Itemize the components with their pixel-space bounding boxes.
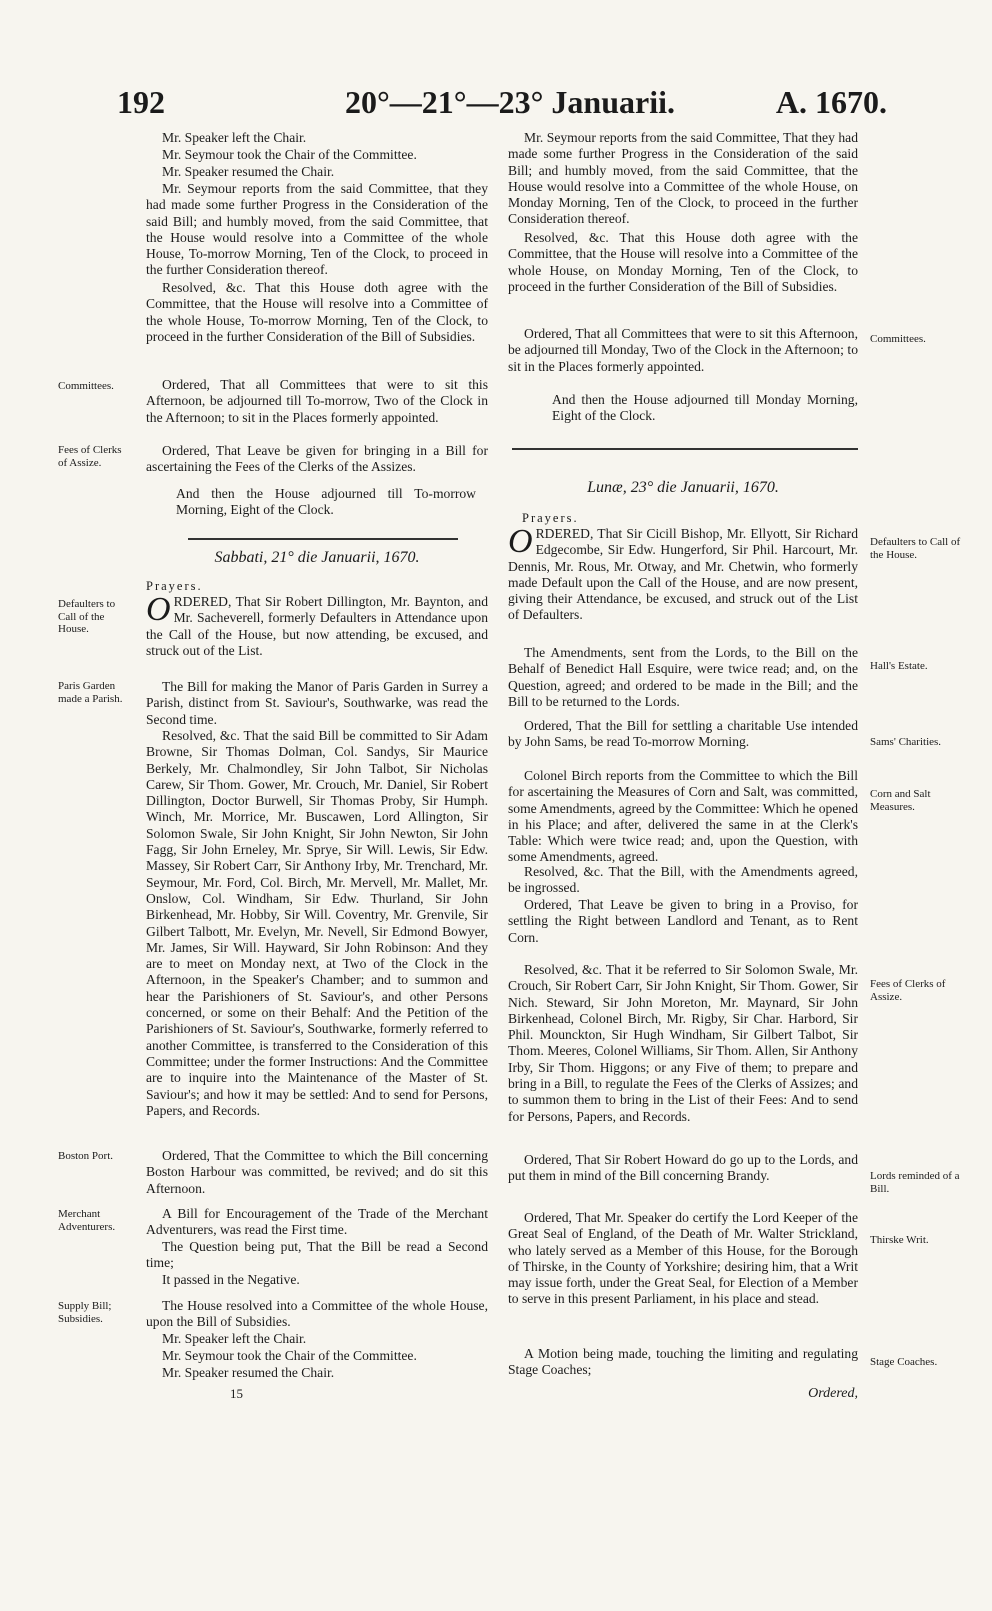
day-heading: Sabbati, 21° die Januarii, 1670. — [214, 549, 420, 566]
paragraph: It passed in the Negative. — [162, 1272, 300, 1287]
adjournment: And then the House adjourned till To-morrow Morning, Eight of the Clock. — [176, 486, 476, 518]
paragraph: O RDERED, That Sir Cicill Bishop, Mr. Ellyott, Sir Richard Edgecombe, Sir Edw. Hungerford, Sir Phil. Harcourt, Mr. Dennis, Mr. Rous, Mr. Otway, and Mr. Chetwin, who formerly made Default upon the Call of the House, and are now present, giving their Attendance, be excused, and struck out of the List of Defaulters. — [508, 523, 858, 623]
paragraph: Resolved, &c. That this House doth agree with the Committee, that the House will resolve into a Committee of the whole House, To-morrow Morning, Ten of the Clock, to proceed in the further Consideration of the Bill of Subsidies. — [146, 280, 488, 344]
header-dates: 20°—21°—23° Januarii. — [345, 84, 675, 120]
paragraph: Ordered, That the Bill for settling a charitable Use intended by John Sams, be read To-morrow Morning. — [508, 718, 858, 750]
margin-note: Committees. — [870, 333, 926, 345]
paragraph: Mr. Speaker resumed the Chair. — [162, 164, 335, 179]
page-number: 192 — [117, 84, 165, 120]
margin-note: Paris Garden made a Parish. — [58, 680, 123, 705]
paragraph: Mr. Seymour took the Chair of the Committee. — [162, 147, 417, 162]
margin-note: Merchant Adventurers. — [58, 1208, 116, 1233]
paragraph: Mr. Seymour reports from the said Committee, that they had made some further Progress in the Consideration of the said Bill; and humbly moved, from the said Committee, that the House would resolve into a Committee of the whole House, To-morrow Morning, Ten of the Clock, to proceed in the further Consideration thereof. — [146, 181, 488, 278]
paragraph: The Question being put, That the Bill be read a Second time; — [146, 1239, 488, 1271]
adjournment: And then the House adjourned till Monday Morning, Eight of the Clock. — [552, 392, 858, 424]
paragraph: Colonel Birch reports from the Committee to which the Bill for ascertaining the Measures of Corn and Salt, was committed, some Amendments, agreed by the Committee: Which he opened in his Place; and after, delivered the same in at the Clerk's Table: Which were twice read; and, upon the Question, with some Amendments, agreed. — [508, 768, 858, 865]
margin-note: Defaulters to Call of the House. — [870, 536, 961, 561]
paragraph: O RDERED, That Sir Robert Dillington, Mr. Baynton, and Mr. Sacheverell, formerly Defaulters in Attendance upon the Call of the House, but now attending, be excused, and struck out of the List. — [146, 591, 488, 658]
paragraph: Ordered, That all Committees that were to sit this Afternoon, be adjourned till To-morrow, Two of the Clock in the Afternoon; to sit in the Places formerly appointed. — [146, 377, 488, 425]
paragraph: Ordered, That Leave be given for bringing in a Bill for ascertaining the Fees of the Clerks of the Assizes. — [146, 443, 488, 475]
paragraph: Mr. Seymour took the Chair of the Committee. — [162, 1348, 417, 1363]
drop-cap: O — [146, 591, 171, 628]
margin-note: Fees of Clerks of Assize. — [58, 444, 122, 469]
paragraph: Ordered, That the Committee to which the Bill concerning Boston Harbour was committed, be revived; and do sit this Afternoon. — [146, 1148, 488, 1196]
paragraph: Resolved, &c. That it be referred to Sir Solomon Swale, Mr. Crouch, Sir Robert Carr, Sir John Knight, Sir Thom. Gower, Sir Nich. Steward, Sir John Moreton, Mr. Maynard, Sir John Birkenhead, Colonel Birch, Mr. Rigby, Sir Char. Harbord, Sir Phil. Mounckton, Sir Hugh Windham, Sir Gilbert Talbot, Sir Thom. Meeres, Colonel Williams, Sir Thom. Allen, Sir Anthony Irby, Sir Thom. Higgons; or any Five of them; to prepare and bring in a Bill, to regulate the Fees of the Clerks of Assizes; and to summon them to bring in the List of their Fees: And to send for Persons, Papers, and Records. — [508, 962, 858, 1124]
paragraph: Mr. Seymour reports from the said Committee, That they had made some further Progress in the Consideration of the said Bill; and humbly moved, from the said Committee, that the House would resolve into a Committee of the whole House, on Monday Morning, Ten of the Clock, to proceed in the further Consideration thereof. — [508, 130, 858, 227]
paragraph: The House resolved into a Committee of the whole House, upon the Bill of Subsidies. — [146, 1298, 488, 1330]
paragraph: A Bill for Encouragement of the Trade of the Merchant Adventurers, was read the First time. — [146, 1206, 488, 1238]
margin-note: Boston Port. — [58, 1150, 114, 1162]
prayers-label: Prayers. — [522, 511, 579, 525]
paragraph: Ordered, That Sir Robert Howard do go up to the Lords, and put them in mind of the Bill concerning Brandy. — [508, 1152, 858, 1184]
paragraph: Resolved, &c. That the Bill, with the Amendments agreed, be ingrossed. — [508, 864, 858, 896]
paragraph: A Motion being made, touching the limiting and regulating Stage Coaches; — [508, 1346, 858, 1378]
margin-note: Hall's Estate. — [870, 660, 928, 672]
header-year: A. 1670. — [775, 84, 887, 120]
paragraph: Mr. Speaker resumed the Chair. — [162, 1365, 335, 1380]
signature-mark: 15 — [230, 1386, 243, 1401]
section-rule — [188, 538, 458, 540]
margin-note: Thirske Writ. — [870, 1234, 929, 1246]
margin-note: Lords reminded of a Bill. — [870, 1170, 960, 1195]
paragraph: Ordered, That Mr. Speaker do certify the Lord Keeper of the Great Seal of England, of the Death of Mr. Walter Strickland, who lately served as a Member of this House, for the Borough of Thirske, in the County of Yorkshire; desiring him, that a Writ may issue forth, under the Great Seal, for Election of a Member to serve in this present Parliament, in his place and stead. — [508, 1210, 858, 1307]
margin-note: Sams' Charities. — [870, 736, 942, 748]
margin-note: Supply Bill; Subsidies. — [58, 1300, 112, 1325]
running-header — [117, 84, 887, 128]
section-rule — [512, 448, 858, 450]
paragraph: Resolved, &c. That this House doth agree with the Committee, that the House will resolve into a Committee of the whole House, on Monday Morning, Ten of the Clock, to proceed in the further Consideration of the Bill of Subsidies. — [508, 230, 858, 294]
margin-note: Committees. — [58, 380, 114, 392]
paragraph: Mr. Speaker left the Chair. — [162, 130, 307, 145]
prayers-label: Prayers. — [146, 579, 203, 593]
margin-note: Defaulters to Call of the House. — [58, 598, 116, 635]
paragraph: The Amendments, sent from the Lords, to the Bill on the Behalf of Benedict Hall Esquire, were twice read; and, on the Question, agreed; and ordered to be made in the Bill; and the Bill to be returned to the Lords. — [508, 645, 858, 709]
margin-note: Fees of Clerks of Assize. — [870, 978, 946, 1003]
paragraph: Ordered, That all Committees that were to sit this Afternoon, be adjourned till Monday, Two of the Clock in the Afternoon; to sit in the Places formerly appointed. — [508, 326, 858, 374]
margin-note: Stage Coaches. — [870, 1356, 938, 1368]
drop-cap: O — [508, 523, 533, 560]
paragraph: The Bill for making the Manor of Paris Garden in Surrey a Parish, distinct from St. Saviour's, Southwarke, was read the Second time. — [146, 679, 488, 727]
margin-note: Corn and Salt Measures. — [870, 788, 931, 813]
paragraph: Ordered, That Leave be given to bring in a Proviso, for settling the Right between Landlord and Tenant, as to Rent Corn. — [508, 897, 858, 945]
catchword: Ordered, — [808, 1386, 858, 1401]
paragraph: Resolved, &c. That the said Bill be committed to Sir Adam Browne, Sir Thomas Dolman, Col. Sandys, Sir Maurice Berkely, Mr. Chalmondley, Sir John Talbot, Sir Nicholas Carew, Sir Thom. Gower, Mr. Crouch, Mr. Daniel, Sir Robert Dillington, Doctor Burwell, Sir Thomas Proby, Sir Humph. Winch, Mr. Morrice, Mr. Buscawen, Lord Allington, Sir Solomon Swale, Sir John Knight, Sir John Newton, Sir John Fagg, Sir John Erneley, Mr. Sprye, Sir Will. Lewis, Sir Edw. Massey, Sir Robert Carr, Sir Anthony Irby, Mr. Trenchard, Mr. Seymour, Mr. Ford, Col. Birch, Mr. Mervell, Mr. Mallet, Mr. Onslow, Col. Windham, Sir Edw. Thurland, Sir John Birkenhead, Mr. Hobby, Sir Will. Coventry, Mr. Grenvile, Sir Gilbert Talbott, Mr. Evelyn, Mr. Nevell, Sir Edmond Bowyer, Mr. James, Sir Will. Hayward, Sir John Robinson: And they are to meet on Monday next, at Two of the Clock in the Afternoon, in the Speaker's Chamber; and to summon and hear the Parishioners of St. Saviour's, and other Persons concerned, or some on their Behalf: And the Petition of the Parishioners of St. Saviour's, Southwarke, formerly referred to another Committee, is transferred to the Consideration of this Committee; under the former Instructions: And the Committee are to inquire into the Maintenance of the Master of St. Saviour's; and how it may be settled: And to send for Persons, Papers, and Records. — [146, 728, 488, 1118]
day-heading: Lunæ, 23° die Januarii, 1670. — [587, 479, 779, 496]
paragraph: Mr. Speaker left the Chair. — [162, 1331, 307, 1346]
